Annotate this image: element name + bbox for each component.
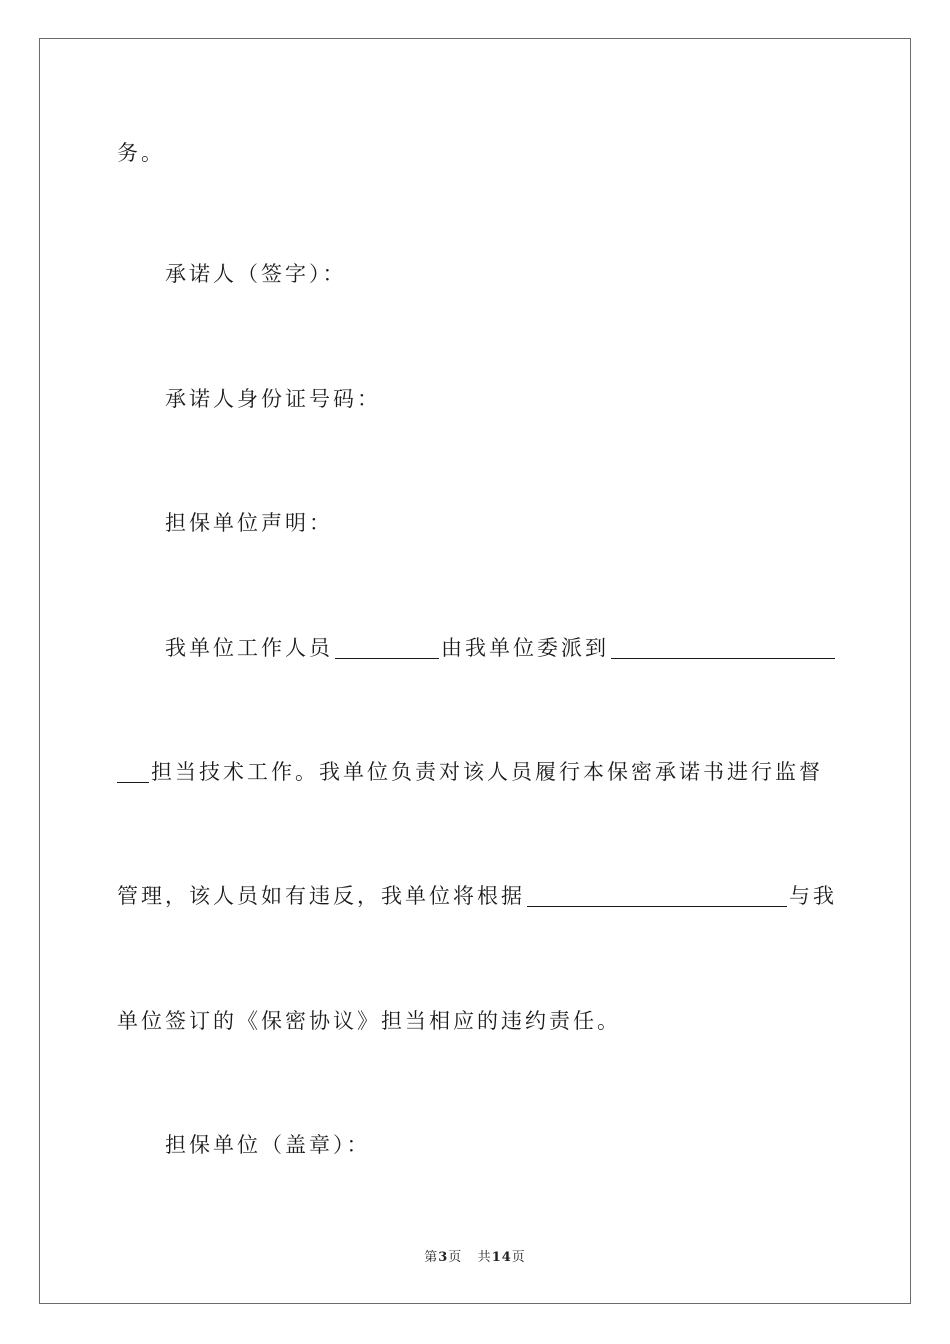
guarantor-statement-heading: 担保单位声明： bbox=[165, 511, 333, 535]
assigned-unit-blank-continued[interactable] bbox=[117, 760, 149, 783]
staff-name-blank[interactable] bbox=[335, 636, 439, 659]
footer-page-number: 3 bbox=[438, 1250, 449, 1265]
text-line-5-part-b: 由我单位委派到 bbox=[441, 636, 609, 660]
promisor-id-label: 承诺人身份证号码： bbox=[165, 387, 381, 411]
text-line-1: 务。 bbox=[117, 141, 165, 165]
footer-total-suffix: 页 bbox=[511, 1250, 526, 1265]
text-line-6-text: 担当技术工作。我单位负责对该人员履行本保密承诺书进行监督 bbox=[151, 760, 823, 784]
text-line-7-part-b: 与我 bbox=[789, 884, 837, 908]
assigned-unit-blank[interactable] bbox=[611, 636, 835, 659]
text-line-5 bbox=[165, 633, 845, 663]
text-line-8: 单位签订的《保密协议》担当相应的违约责任。 bbox=[117, 1009, 621, 1033]
page-footer bbox=[0, 1246, 950, 1265]
footer-total-pages: 14 bbox=[491, 1250, 512, 1265]
footer-page-suffix: 页 bbox=[448, 1250, 463, 1265]
text-line-7-part-a: 管理，该人员如有违反，我单位将根据 bbox=[117, 884, 525, 908]
footer-prefix: 第 bbox=[424, 1250, 439, 1265]
text-line-7 bbox=[117, 881, 837, 911]
guarantor-seal-label: 担保单位（盖章）： bbox=[165, 1133, 371, 1157]
page-border bbox=[39, 38, 911, 1304]
text-line-6 bbox=[117, 757, 837, 787]
basis-blank[interactable] bbox=[527, 884, 787, 907]
promisor-signature-label: 承诺人（签字）： bbox=[165, 262, 347, 286]
text-line-5-part-a: 我单位工作人员 bbox=[165, 636, 333, 660]
footer-total-prefix: 共 bbox=[477, 1250, 492, 1265]
